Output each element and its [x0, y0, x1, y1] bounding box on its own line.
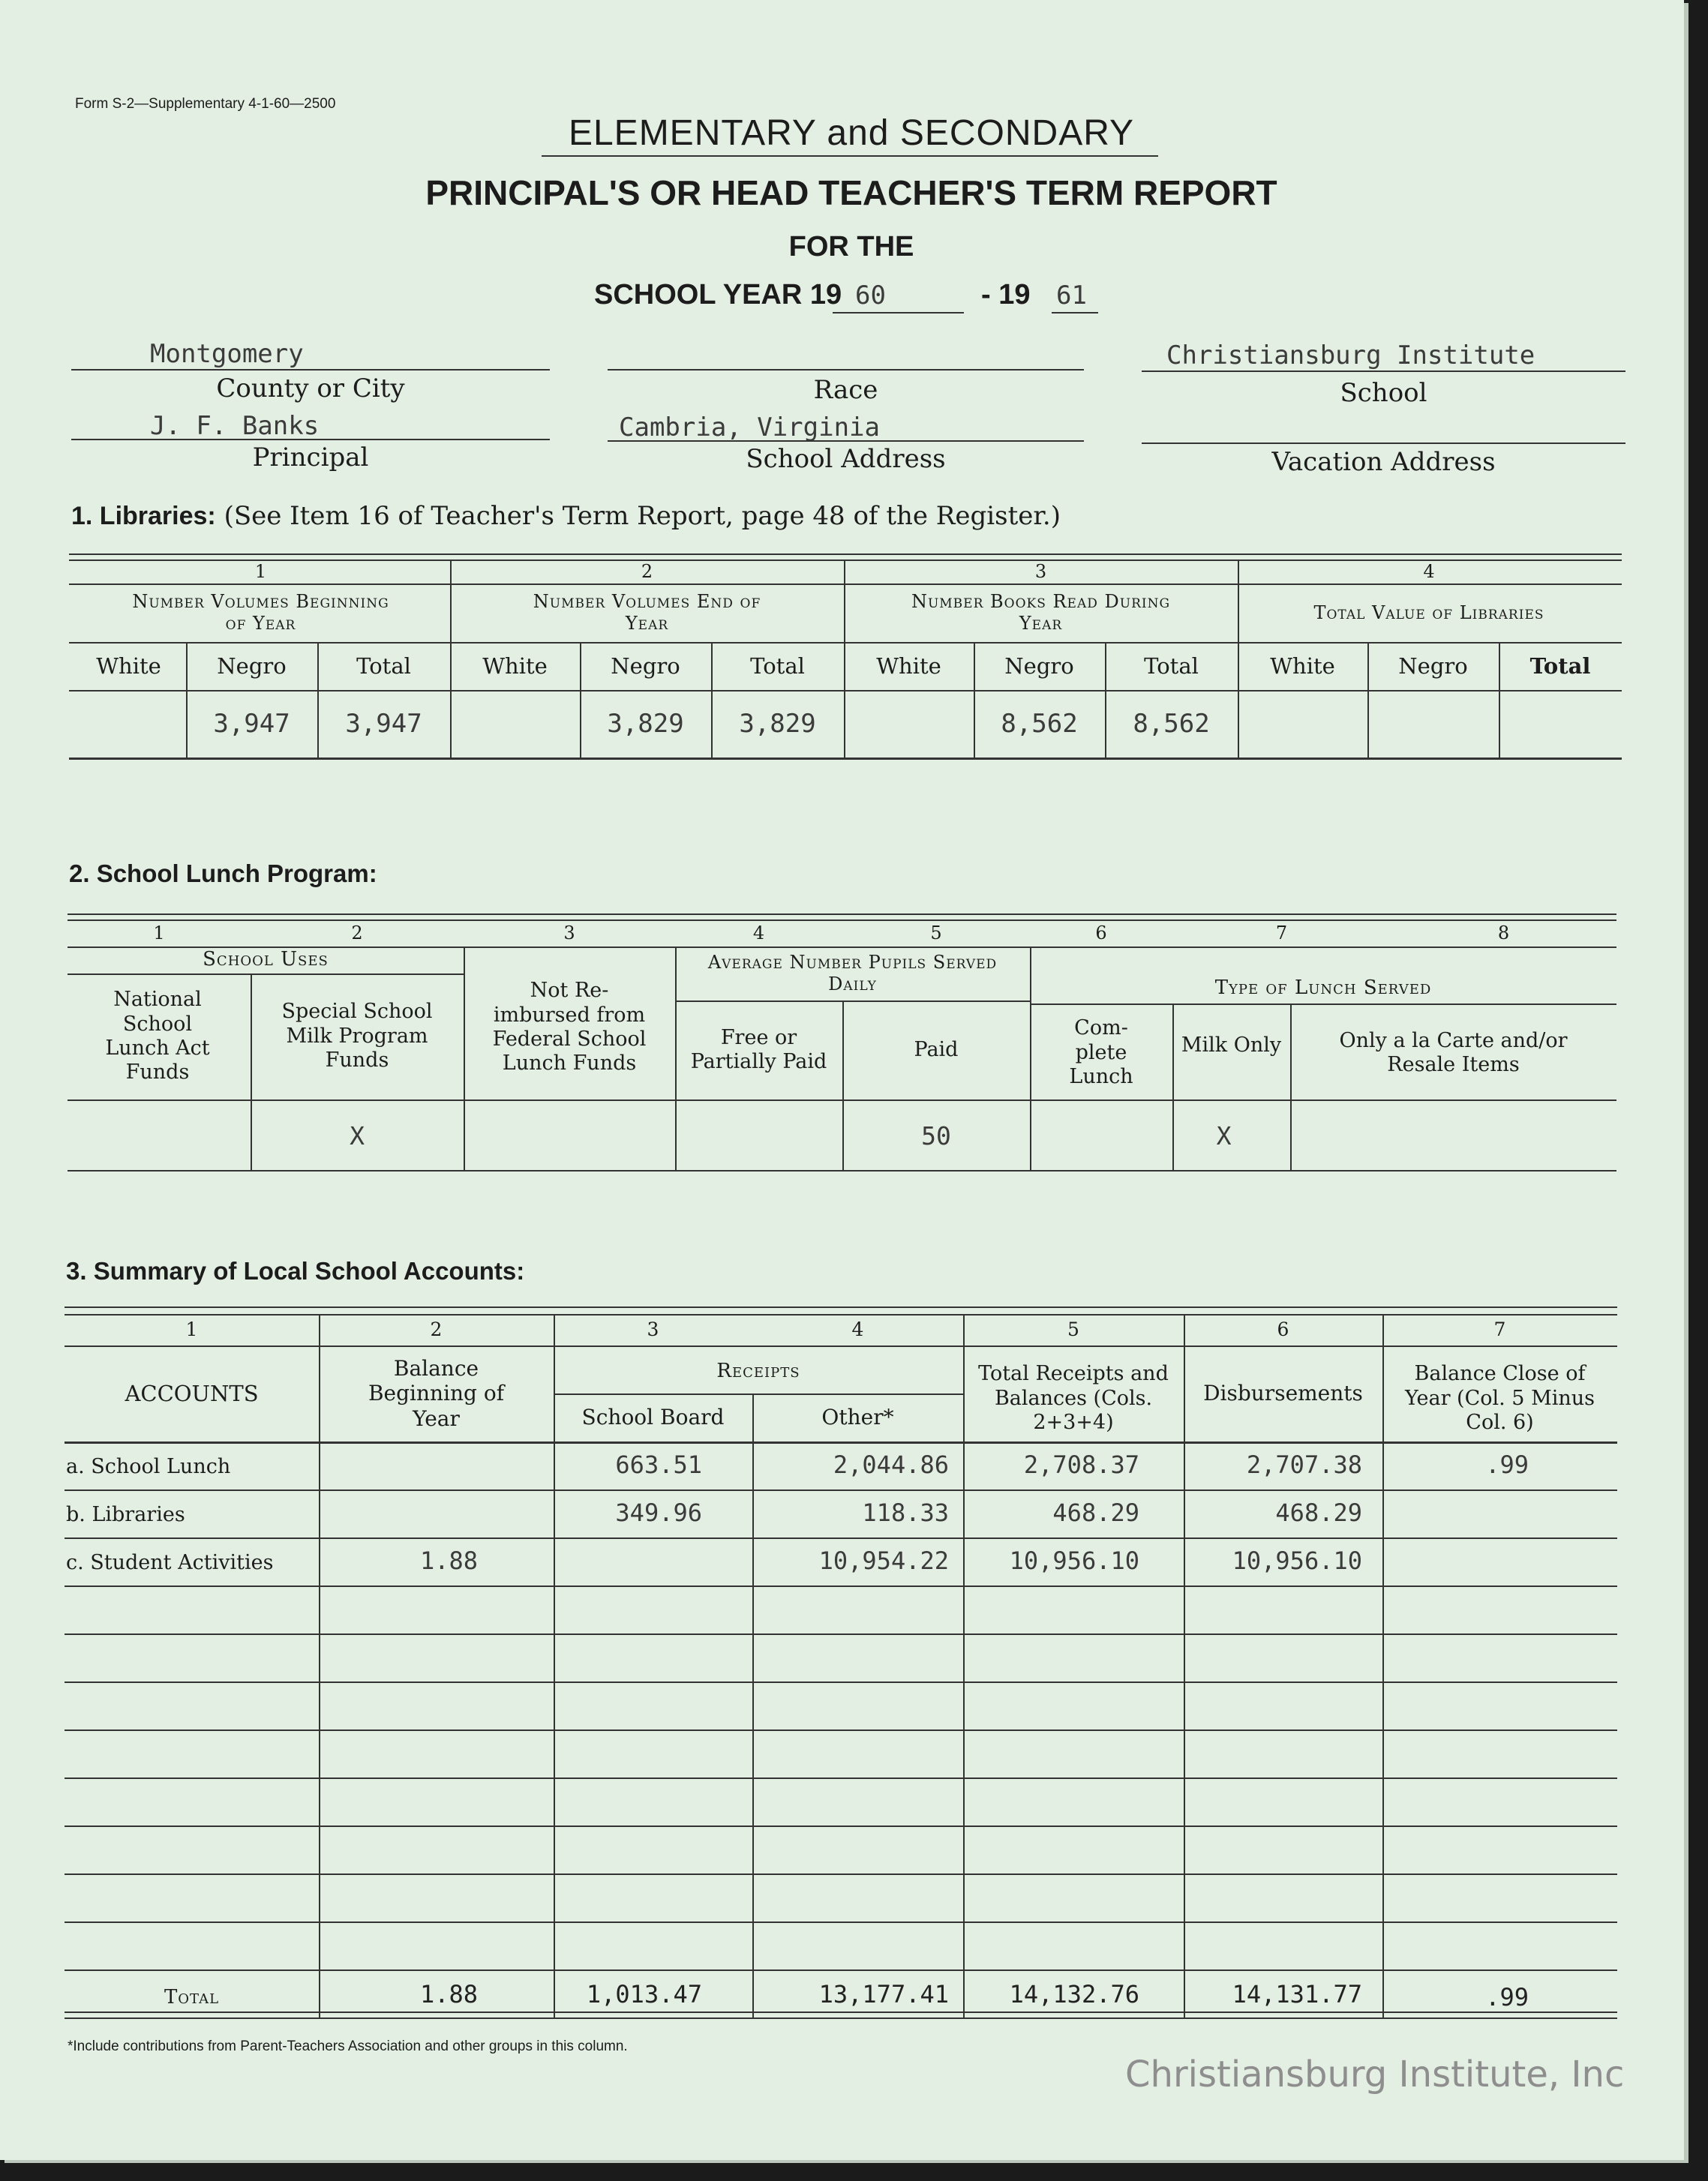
lib-value: 3,947 [345, 708, 422, 739]
lunch-col-milk-only: Milk Only [1181, 1033, 1282, 1057]
school-address-label: School Address [746, 444, 946, 474]
acct-value: 349.96 [615, 1498, 702, 1527]
acct-header-receipts: Receipts [716, 1360, 800, 1383]
school-value: Christiansburg Institute [1166, 340, 1535, 370]
lib-value [1238, 690, 1367, 758]
acct-value: 1.88 [419, 1546, 478, 1575]
school-address-value: Cambria, Virginia [619, 412, 880, 442]
lib-value: 8,562 [1001, 708, 1078, 739]
school-line [1142, 370, 1625, 372]
lib-col-number: 2 [641, 560, 653, 582]
lib-col-number: 3 [1034, 560, 1047, 582]
lib-group-header: Number Books Read During Year [911, 591, 1171, 634]
lunch-value [675, 1110, 842, 1162]
acct-col-number: 7 [1493, 1318, 1506, 1340]
acct-total-value: 13,177.41 [818, 1980, 949, 2008]
lib-value: 3,829 [607, 708, 684, 739]
lib-sub-negro: Negro [611, 652, 680, 679]
acct-col-number: 1 [185, 1318, 198, 1340]
acct-header-school-board: School Board [581, 1405, 725, 1430]
lunch-col-complete: Com-plete Lunch [1069, 1016, 1133, 1089]
acct-header-other: Other* [821, 1405, 894, 1430]
acct-value: 468.29 [1052, 1498, 1139, 1527]
lunch-section-title: 2. School Lunch Program: [69, 860, 377, 887]
lunch-type-header: Type of Lunch Served [1214, 976, 1432, 1000]
acct-total-value: 14,131.77 [1232, 1980, 1362, 2008]
principal-value: J. F. Banks [150, 411, 320, 441]
lunch-value [1290, 1110, 1616, 1162]
title-line-2: PRINCIPAL'S OR HEAD TEACHER'S TERM REPORT [425, 173, 1277, 212]
lunch-col-number: 2 [351, 922, 363, 944]
lib-sub-white: White [1270, 652, 1335, 679]
lunch-value: X [350, 1121, 365, 1151]
lib-value [1499, 690, 1622, 758]
lib-col-number: 1 [254, 560, 267, 582]
lunch-col-number: 7 [1275, 922, 1288, 944]
lib-sub-total: Total [1144, 652, 1199, 679]
footnote: *Include contributions from Parent-Teachers Association and other groups in this column. [68, 2038, 628, 2054]
lunch-col-number: 5 [930, 922, 942, 944]
title-line-1: ELEMENTARY and SECONDARY [568, 113, 1135, 153]
acct-value: 2,708.37 [1023, 1450, 1139, 1479]
acct-col-number: 2 [430, 1318, 443, 1340]
title-underline [542, 155, 1158, 157]
accounts-section-title: 3. Summary of Local School Accounts: [66, 1257, 525, 1285]
lib-sub-total: Total [1529, 652, 1591, 679]
lib-value [71, 690, 186, 758]
lunch-value [68, 1110, 251, 1162]
acct-header-balance-begin: Balance Beginning of Year [368, 1355, 505, 1431]
lib-group-header: Total Value of Libraries [1313, 602, 1544, 623]
year-end-underline [1052, 312, 1098, 314]
county-value: Montgomery [150, 339, 304, 369]
county-line [71, 369, 550, 370]
acct-value: 10,956.10 [1009, 1546, 1139, 1575]
acct-total-value: .99 [1485, 1983, 1529, 2012]
acct-col-number: 4 [851, 1318, 864, 1340]
principal-line [71, 439, 550, 440]
acct-row-label: c. Student Activities [66, 1551, 274, 1574]
lunch-col-not-reimbursed: Not Re-imbursed from Federal School Lunch Funds [492, 979, 647, 1076]
school-year-start: 60 [855, 280, 886, 310]
lib-col-number: 4 [1423, 560, 1435, 582]
acct-total-value: 1,013.47 [586, 1980, 702, 2008]
lunch-col-number: 8 [1497, 922, 1510, 944]
lib-sub-white: White [96, 652, 161, 679]
lib-sub-white: White [482, 652, 548, 679]
lib-group-header: Number Volumes Beginning of Year [132, 591, 389, 634]
lunch-col-a-la-carte: Only a la Carte and/or Resale Items [1339, 1028, 1568, 1076]
lunch-col-number: 1 [153, 922, 165, 944]
lunch-avg-pupils-header: Average Number Pupils Served Daily [707, 952, 998, 994]
lib-sub-negro: Negro [1398, 652, 1468, 679]
acct-row-label: a. School Lunch [66, 1455, 231, 1478]
lib-value [450, 690, 580, 758]
school-year-label: SCHOOL YEAR 19 [594, 279, 842, 310]
acct-col-number: 3 [647, 1318, 659, 1340]
lib-sub-total: Total [356, 652, 411, 679]
vacation-address-label: Vacation Address [1271, 447, 1496, 477]
principal-label: Principal [252, 442, 369, 472]
lib-value: 3,829 [739, 708, 816, 739]
acct-value: 2,044.86 [833, 1450, 949, 1479]
lunch-col-number: 6 [1095, 922, 1107, 944]
lib-sub-white: White [876, 652, 941, 679]
lunch-col-special-milk: Special School Milk Program Funds [281, 1000, 433, 1072]
lunch-col-national: National School Lunch Act Funds [105, 988, 210, 1084]
school-year-end: 61 [1056, 280, 1087, 310]
watermark: Christiansburg Institute, Inc [1125, 2054, 1625, 2096]
lunch-value: 50 [921, 1121, 951, 1151]
lib-value: 3,947 [213, 708, 290, 739]
lunch-col-number: 4 [752, 922, 765, 944]
acct-header-disbursements: Disbursements [1203, 1381, 1363, 1406]
title-line-3: FOR THE [788, 231, 914, 262]
acct-value: 468.29 [1275, 1498, 1362, 1527]
acct-value: 10,954.22 [818, 1546, 949, 1575]
acct-total-label: Total [164, 1986, 220, 2009]
acct-value: 118.33 [862, 1498, 949, 1527]
acct-header-balance-close: Balance Close of Year (Col. 5 Minus Col. 6) [1405, 1362, 1595, 1435]
lunch-value: X [1216, 1121, 1232, 1151]
libraries-section-title: 1. Libraries: (See Item 16 of Teacher's Term Report, page 48 of the Register.) [71, 501, 1061, 531]
acct-header-accounts: ACCOUNTS [125, 1380, 259, 1406]
lib-value [1367, 690, 1499, 758]
school-year-dash: - 19 [981, 279, 1031, 310]
acct-col-number: 5 [1067, 1318, 1079, 1340]
school-address-line [608, 440, 1084, 442]
acct-total-value: 14,132.76 [1009, 1980, 1139, 2008]
acct-row-label: b. Libraries [66, 1503, 185, 1526]
lib-sub-total: Total [750, 652, 805, 679]
race-label: Race [813, 375, 878, 405]
vacation-address-line [1142, 442, 1625, 444]
lunch-school-uses-header: School Uses [203, 948, 329, 971]
lunch-col-free: Free or Partially Paid [690, 1025, 827, 1073]
acct-value: 663.51 [615, 1450, 702, 1479]
lunch-col-number: 3 [563, 922, 575, 944]
county-label: County or City [216, 374, 405, 404]
lunch-col-paid: Paid [914, 1037, 959, 1061]
year-start-underline [833, 312, 964, 314]
acct-value: 2,707.38 [1246, 1450, 1362, 1479]
acct-header-total-receipts: Total Receipts and Balances (Cols. 2+3+4) [978, 1362, 1169, 1435]
lunch-value [464, 1110, 675, 1162]
acct-col-number: 6 [1277, 1318, 1289, 1340]
lib-sub-negro: Negro [1004, 652, 1074, 679]
lib-value [844, 690, 974, 758]
acct-total-value: 1.88 [419, 1980, 478, 2008]
race-line [608, 369, 1084, 370]
lib-sub-negro: Negro [217, 652, 287, 679]
lunch-value [1030, 1110, 1172, 1162]
form-number: Form S-2—Supplementary 4-1-60—2500 [75, 96, 336, 112]
acct-value: 10,956.10 [1232, 1546, 1362, 1575]
lib-value: 8,562 [1133, 708, 1210, 739]
lib-group-header: Number Volumes End of Year [533, 591, 761, 634]
school-label: School [1340, 378, 1427, 408]
acct-value: .99 [1485, 1450, 1529, 1479]
